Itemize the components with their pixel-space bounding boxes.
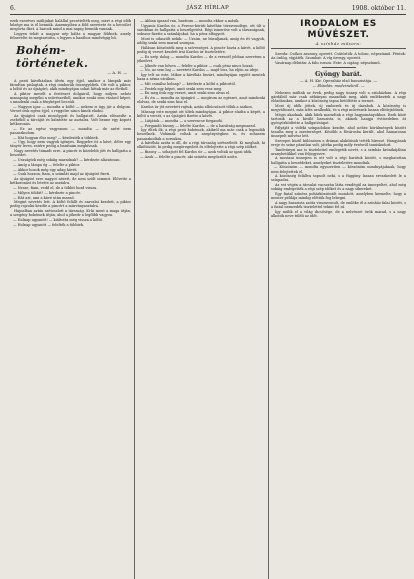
story-paragraph: Megint nevetés lett. A költő felállt és szavalni kezdett, a piktor pedig rajzolni kezdte a pincért a márványasztalra. bbox=[10, 200, 131, 209]
story-paragraph: — Milyen többit? — kérdezte a pincér. bbox=[13, 190, 81, 195]
story-paragraph: Ugyanis Kardos úr, a Ferenc-körúti kávéház törzsvendége, ott ült a sarokban és hallgatta a beszélgetést. Régi ismerőse volt a társaságnak, sokszor fizette a számlájukat, ha a pénz elfogyott. bbox=[137, 23, 265, 37]
article-paragraph: Egy fiatal színész pohárköszöntőt mondott, amelyben kiemelte, hogy a mester példája mindig előttük fog lebegni. bbox=[271, 192, 406, 201]
section-title: IRODALOM ÉS MŰVÉSZET. bbox=[300, 19, 377, 40]
article-paragraph: Így múlik el a világ dicsősége, de a művészet örök marad, s a nagy alkotók neve túléli az időt. bbox=[271, 209, 406, 219]
story-title: Bohém-történetek. bbox=[16, 44, 89, 71]
article-paragraph: Tanítványai ma is tisztelettel emlegetik nevét, s a színház krónikájában aranybetűkkel van feljegyezve. bbox=[271, 147, 406, 156]
article-byline: — A. H. Kir. Operaház első basszistája. — bbox=[299, 79, 378, 84]
story-paragraph: — Uraságtok még sokáig maradnak? — kérdezte alázatosan. bbox=[13, 158, 121, 163]
program-paragraph: Szerda: Csókos asszony, operett. Csütörtök: A tolonc, népszínmű. Péntek: Az ördög, vígjáték. Szombat: A víg özvegy, operett. bbox=[271, 52, 406, 61]
story-paragraph: — Én meg írok egy verset, amit senki sem olvas el. bbox=[140, 91, 231, 96]
article-subtitle: — Előadás: modernekről. — bbox=[312, 84, 365, 89]
column-rule bbox=[268, 19, 269, 579]
article-paragraph: — Köszönöm — mondta egyszerűen — köszönöm mindnyájuknak, hogy nem felejtettek el. bbox=[271, 165, 406, 174]
story-paragraph: — Jókedv van bőven — felelte a piktor — csak pénz nincs hozzá. bbox=[140, 63, 254, 68]
article-paragraph: Nehezen múltak az évek, pedig nagy ünnep volt a színházban. A régi gárdából már csak néhányan maradtak meg, akik emlékeztek a nagy előadásokra, amikor a közönség tapsa betöltötte a termet. bbox=[271, 90, 406, 103]
story-paragraph: Most is odaszólt nekik: — Uraim, ne búsuljanak, amíg én itt vagyok, addig senki sem marad szomjan. bbox=[137, 36, 265, 45]
story-paragraph: Az újságíró erre nagyot nézett, de nem szólt semmit. Elővette a kétkoronást és letette az asztalra. bbox=[10, 177, 131, 186]
story-paragraph: — Látjátok — mondta — a szerencse forgandó. bbox=[140, 118, 224, 123]
article-paragraph: Mégis akadnak, akik hűek maradtak a régi hagyományokhoz. Ezek közé tartozik az a kiváló basszista is, akinek hangja évtizedeken át gyönyörködtette a hallgatóságot. bbox=[271, 112, 406, 125]
story-paragraph: — Azok — felelte a pincér, aki szintén megőszült azóta. bbox=[140, 154, 238, 159]
section-subtitle: A színház műsora: bbox=[271, 42, 406, 49]
intro-paragraph: Legyen tehát a magyar nép hálás a magyar földnek, amely felnevelte és megtartotta, s legyen a hazához mindvégig hű. bbox=[10, 32, 131, 41]
article-paragraph: Pályáját a vidéki színpadokon kezdte, ahol nehéz körülmények között tanulta meg a mesterséget. Később a fővárosba került, ahol hamarosan ünnepelt művész lett. bbox=[271, 125, 406, 138]
story-paragraph: — Nagyon igaz — mondta a költő — nekem is úgy jár a dolgom. Verset írok egész éjjel, s reggelre nincs kinek eladni. bbox=[10, 104, 131, 113]
story-paragraph: — No, az sem baj — nevetett Kardos — majd lesz, ha eljön az ideje. bbox=[140, 68, 260, 73]
story-paragraph: — És én — mondta az újságíró — megírom az egészet, amit mindenki elolvas, de senki sem hisz el. bbox=[137, 96, 265, 105]
columns bbox=[10, 19, 406, 579]
story-paragraph: — Forgandó bizony — felelte Kardos — de a barátság megmarad. bbox=[140, 123, 256, 128]
article-paragraph: Szerepei közül különösen a drámai alakítások tették híressé. Hangjának ereje és színe páratlan volt, játéka pedig mély érzésről tanúskodott. bbox=[271, 138, 406, 147]
story-paragraph: Így éltek ők, a régi pesti bohémek, akikről ma már csak a legendák beszélnek. Vidámak voltak a szegénységben is, és sohasem panaszkodtak a sorsukra. bbox=[137, 128, 265, 141]
story-paragraph: Hálásan köszönték meg a szívességet. A pincér hozta a kávét, a költő pedig új verset kezdett írni Kardos úr tiszteletére. bbox=[137, 45, 265, 54]
story-paragraph: — Akkor hozok még egy adag kávét. bbox=[13, 167, 78, 172]
story-paragraph: Az újságíró csak mosolygott és hallgatott. Aztán előszedte a zsebéből a tárcáját és kiöntötte az asztalra. Volt benne egy kopott kétkoronás. bbox=[10, 113, 131, 126]
article-paragraph: A nagy basszista azóta visszavonult, de emléke él a színház falai között, s a fiatal nemzedék tisztelettel tekint fel rá. bbox=[271, 200, 406, 210]
story-paragraph: — Holnap ugyanitt — felelték a többiek. bbox=[13, 222, 85, 227]
paper-title: JÁSZ HÍRLAP bbox=[186, 5, 230, 11]
page-number: 6. bbox=[10, 5, 16, 12]
page-header bbox=[10, 4, 406, 15]
program-paragraph: Vasárnap délután: A falu rossza. Este: A cigány, népszínmű. bbox=[275, 61, 381, 66]
column-2 bbox=[137, 19, 265, 579]
story-paragraph: — Hát hogyan élsz meg? — kérdezték a többiek. bbox=[13, 135, 99, 140]
story-paragraph: Hajnalban aztán szétoszlott a társaság. Ki-ki ment a maga útján, a szegény bohémek útján, ahol a jókedv a legfőbb vagyon. bbox=[10, 209, 131, 218]
article-paragraph: Most új idők jöttek, új emberek és új darabok. A közönség is megváltozott, más ízlés uralkodik, és a régi művészek lassan elfelejtődnek. bbox=[271, 103, 406, 112]
story-paragraph: — Ez az egész vagyonom — mondta — de azért nem panaszkodom. bbox=[10, 126, 131, 135]
story-paragraph: — Bizony — sóhajtott fel Kardos úr — azok voltak az igazi idők. bbox=[140, 150, 253, 155]
story-paragraph: Így telt az este. Mikor a kávéház bezárt, mindnyájan együtt mentek haza a néma utcákon. bbox=[137, 73, 265, 82]
story-paragraph: — Hát azt, ami a kávé után marad. bbox=[13, 195, 75, 200]
story-paragraph: — Festek egy képet, amit senki sem vesz meg. bbox=[140, 86, 223, 91]
story-paragraph: — Úgy, hogy nem vagyok igényes. Reggelre itt a kávé, délre egy tányér leves, estére pedig a barátaim meghívnak. bbox=[10, 140, 131, 149]
story-paragraph: Másnap este megint ott ültek mindnyájan. A piktor eladta a képét, a költő a versét, s az újságíró fizette a kávét. bbox=[137, 109, 265, 118]
article-paragraph: A mostani ünnepen is ott volt a régi barátok között, s meghatottan hallgatta a beszédeket, amelyeket tiszteletére mondtak. bbox=[271, 156, 406, 165]
story-paragraph: Nagy nevetés támadt erre. A pincér is közelebb jött és hallgatta a beszédet. bbox=[10, 149, 131, 158]
story-paragraph: Kardos úr jót nevetett rajtuk, aztán elbúcsúzott tőlük a sarkon. bbox=[141, 105, 253, 110]
column-rule bbox=[134, 19, 135, 579]
story-paragraph: A pesti kávéházban ülvén egy éjjel, amikor a lámpák már fáradtan pislogtak, a régi cimborák összegyűltek. Ott volt a piktor, a költő és az újságíró, akik mindnyájan sokat láttak már az életből. bbox=[10, 78, 131, 91]
story-paragraph: A piktor mesélt a festészet dolgairól, hogy milyen nehéz manapság megélni a művészetből, amikor senki sem vásárol képet, s mindenki csak a fényképet becsüli. bbox=[10, 91, 131, 104]
column-1 bbox=[10, 19, 131, 579]
story-paragraph: — Ez szép dolog — mondta Kardos — de a versnél jobban szeretem a jókedvet. bbox=[137, 54, 265, 63]
story-paragraph: — Nesze, fiam, vedd el, de a többit hozd vissza. bbox=[13, 186, 98, 190]
story-paragraph: — Holnap ugyanitt! — kiáltotta még vissza a költő. bbox=[13, 218, 104, 223]
article-paragraph: Az est végén a társulat vacsorán látta vendégül az ünnepeltet, ahol még sokáig emlegették a régi szép időket és a nagy sikereket. bbox=[271, 183, 406, 192]
column-3 bbox=[271, 19, 406, 579]
issue-date: 1908. október 11. bbox=[351, 5, 406, 12]
intro-paragraph: ezek ezeréves múltjukat halállal pecsételték meg, mert a régi idők hűsége ma is él bennük. Amennyiben a föld szeretete és a becsület megóvta őket, a harcok mind a mai napig bennük vannak. bbox=[10, 19, 131, 32]
article-paragraph: A közönség felállva tapsolt neki, s a függöny lassan ereszkedett le a színpadra. bbox=[271, 174, 406, 183]
article-title: Gyöngy barát. bbox=[315, 71, 362, 79]
story-author: — A. H. — bbox=[107, 70, 127, 76]
story-paragraph: — Csak hozzon, fiam, a számlát majd az újságíró fizeti. bbox=[13, 172, 111, 177]
story-paragraph: A kávéház azóta is áll, de a régi társaság szétszéledt. Ki meghalt, ki elköltözött, ki pedig megöregedett és elfelejtette a régi szép időket. bbox=[137, 141, 265, 150]
story-paragraph: — Amíg a lámpa ég — felelte a piktor. bbox=[13, 162, 80, 167]
divider bbox=[322, 67, 356, 68]
story-paragraph: — Abban igazad van, barátom — mondta ekkor a másik. bbox=[140, 19, 240, 23]
story-paragraph: — Mit csinálsz holnap? — kérdezte a költő a piktortól. bbox=[140, 81, 236, 86]
